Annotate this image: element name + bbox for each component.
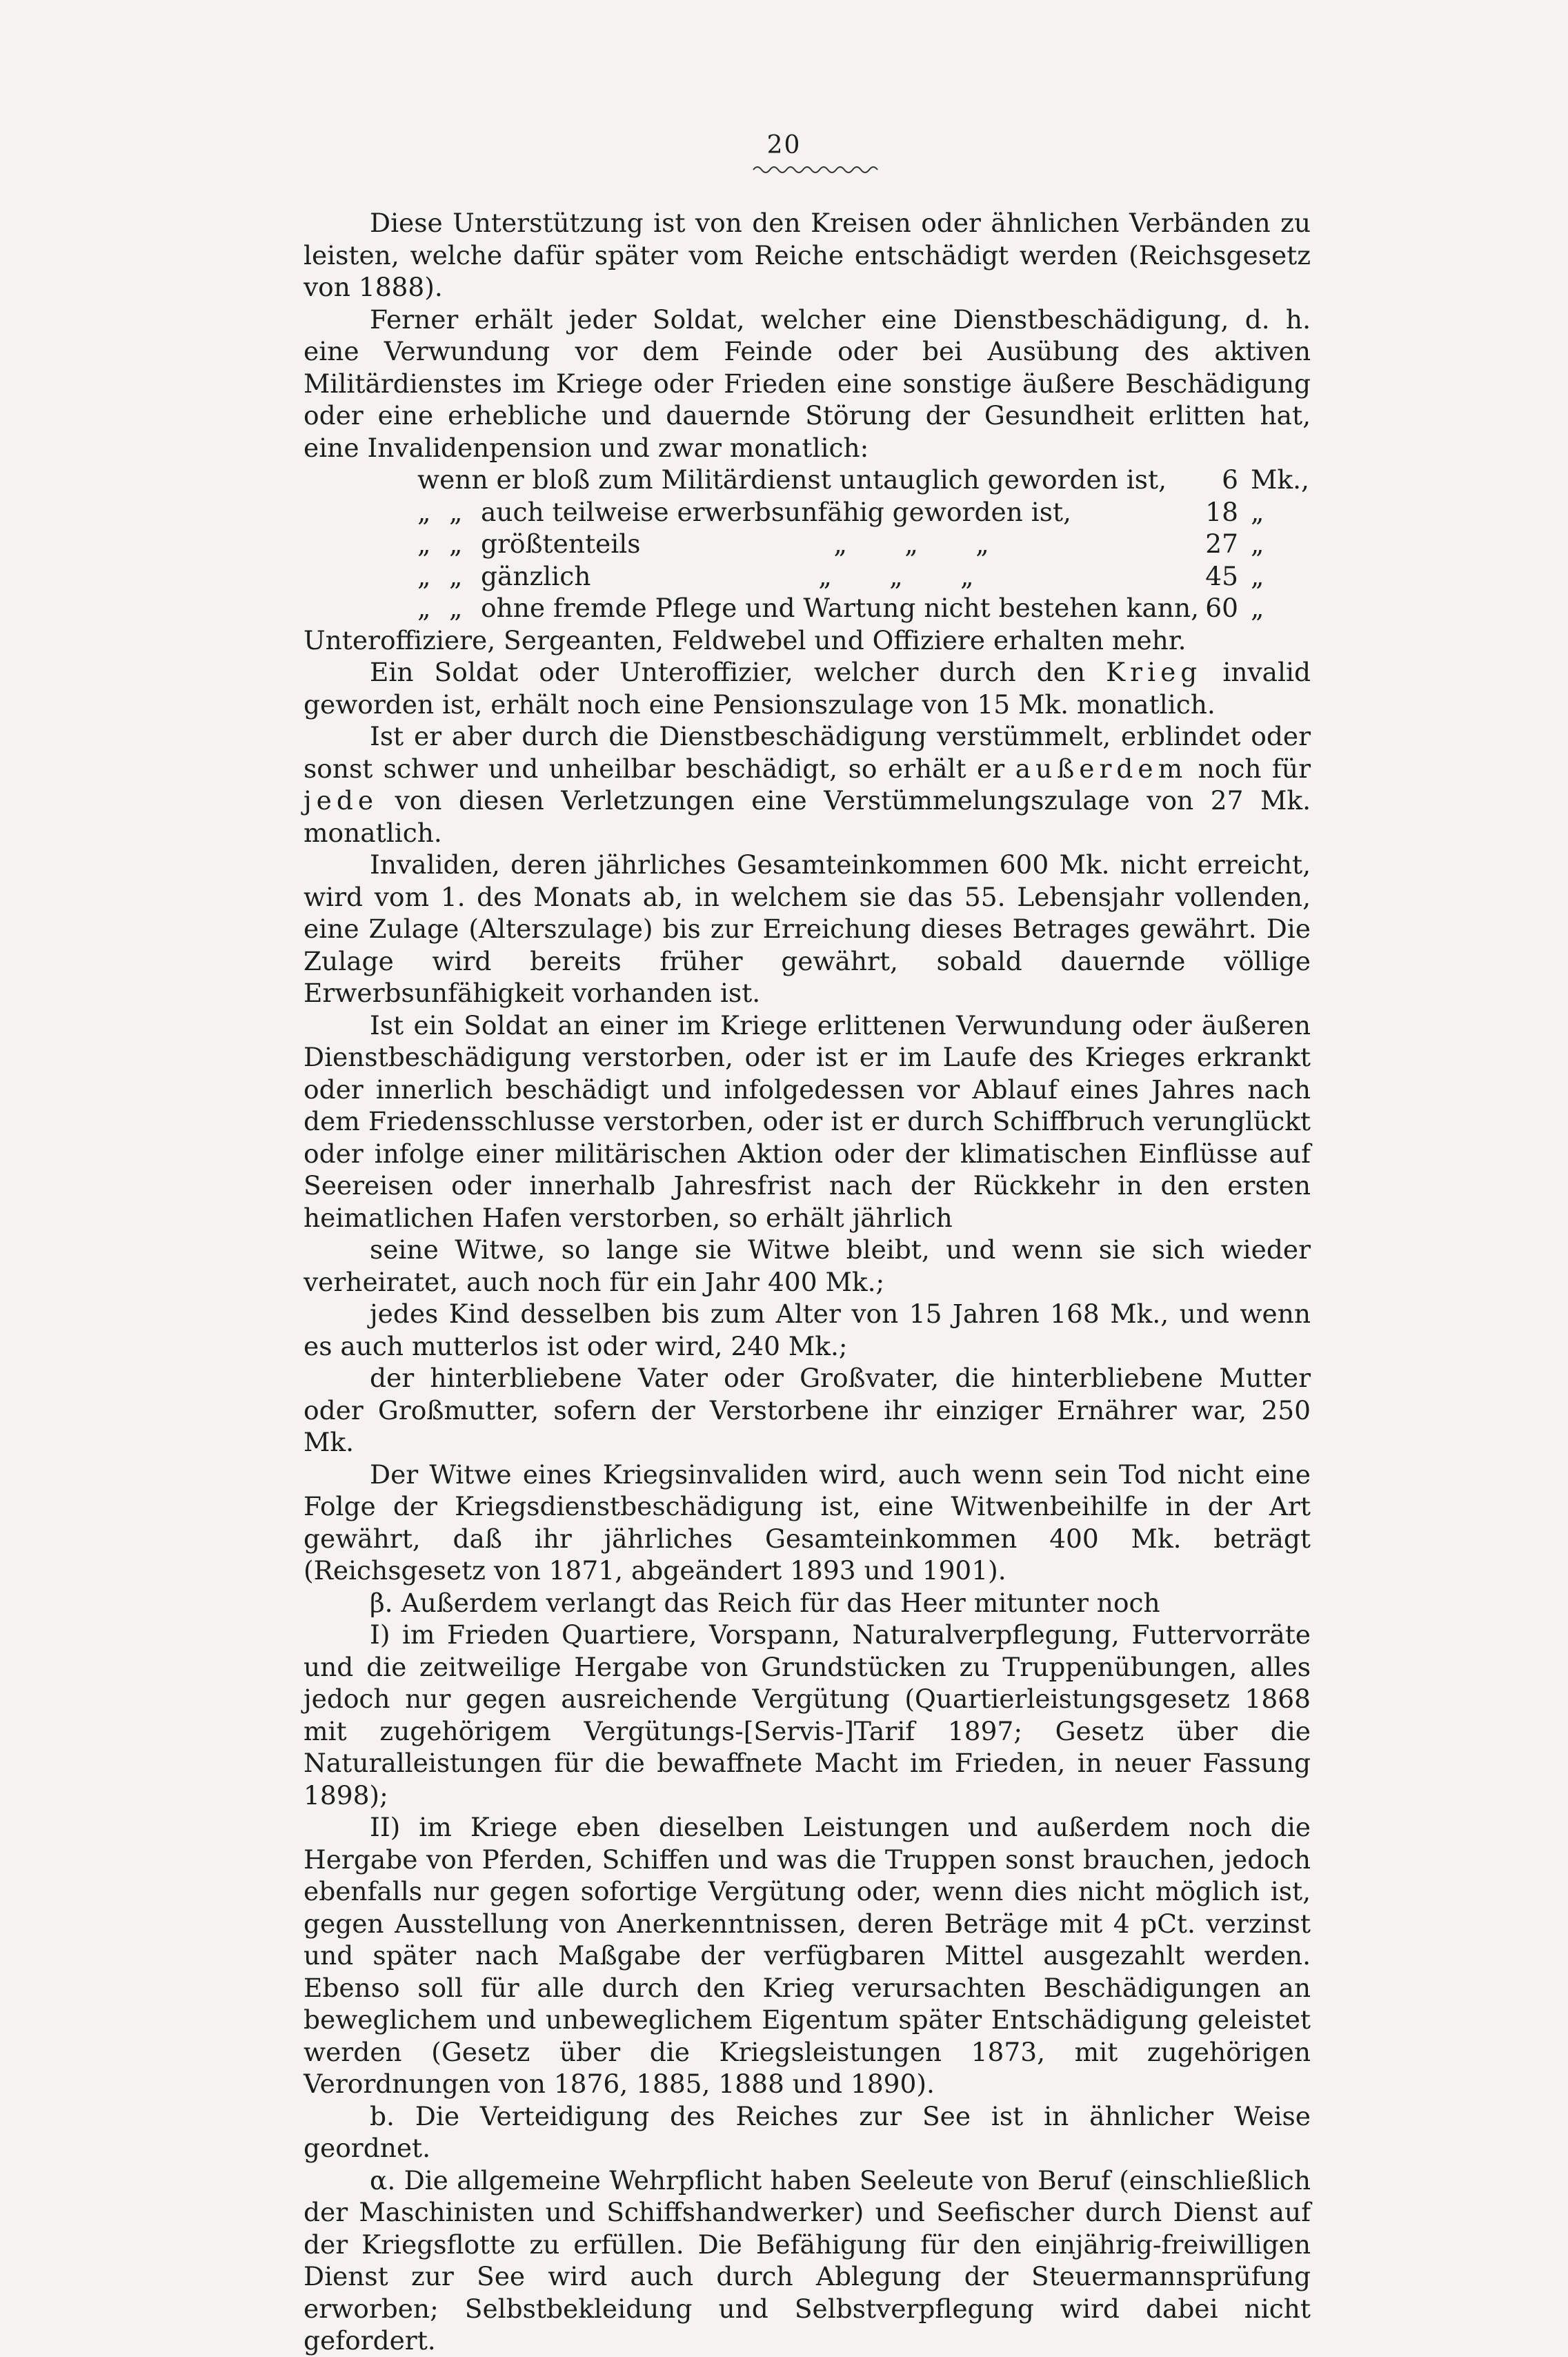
ditto-mark: „ — [417, 529, 431, 559]
table-row — [417, 464, 1311, 496]
emphasis-jede: jede — [304, 785, 379, 816]
table-row — [417, 560, 1311, 593]
ditto-mark: „ — [417, 560, 431, 591]
ditto-marks: „ „ „ — [833, 529, 989, 559]
paragraph-war-invalid: Ein Soldat oder Unteroffizier, welcher durch den Krieg invalid geworden ist, erhält noch eine Pensionszulage von 15 Mk. monatlich. — [304, 657, 1311, 720]
ditto-mark: „ — [449, 529, 463, 559]
ditto-mark: „ — [417, 496, 431, 527]
table-row — [417, 496, 1311, 529]
ditto-mark: „ — [449, 496, 463, 527]
wavy-rule-ornament — [752, 163, 883, 174]
rate-amount: 6 — [1222, 464, 1238, 495]
paragraph-peace-obligations: I) im Frieden Quartiere, Vorspann, Naturalverpflegung, Futtervorräte und die zeitweilige Hergabe von Grundstücken zu Truppenübungen, alles jedoch nur gegen ausreichende Vergütung (Quartierleistungsgesetz 1868 mit zugehörigem Vergütungs-[Servis-]Tarif 1897; Gesetz über die Naturalleistungen für die bewaffnete Macht im Frieden, in neuer Fassung 1898); — [304, 1619, 1311, 1811]
rate-description: wenn er bloß zum Militärdienst untauglich geworden ist, — [417, 464, 1167, 495]
rate-unit: „ — [1250, 560, 1264, 591]
rate-unit: Mk., — [1250, 464, 1309, 495]
rate-amount: 60 — [1205, 593, 1238, 623]
ditto-marks: „ „ „ — [818, 560, 974, 591]
paragraph-widow-allowance: Der Witwe eines Kriegsinvaliden wird, auch wenn sein Tod nicht eine Folge der Kriegsdienstbeschädigung ist, eine Witwenbeihilfe in der Art gewährt, daß ihr jährliches Gesamteinkommen 400 Mk. beträgt (Reichsgesetz von 1871, abgeändert 1893 und 1901). — [304, 1459, 1311, 1586]
page-body — [304, 207, 1311, 2357]
paragraph-invalid-pension: Ferner erhält jeder Soldat, welcher eine Dienstbeschädigung, d. h. eine Verwundung vor dem Feinde oder bei Ausübung des aktiven Militärdienstes im Kriege oder Frieden eine sonstige äußere Beschädigung oder eine erhebliche und dauernde Störung der Gesundheit erlitten hat, eine Invalidenpension und zwar monatlich: — [304, 304, 1311, 463]
rate-amount: 18 — [1205, 496, 1238, 527]
paragraph-age-supplement: Invaliden, deren jährliches Gesamteinkommen 600 Mk. nicht erreicht, wird vom 1. des Monats ab, in welchem sie das 55. Lebensjahr vollenden, eine Zulage (Alterszulage) bis zur Erreichung dieses Betrages gewährt. Die Zulage wird bereits früher gewährt, sobald dauernde völlige Erwerbsunfähigkeit vorhanden ist. — [304, 849, 1311, 1008]
rate-amount: 45 — [1205, 560, 1238, 591]
paragraph-support: Diese Unterstützung ist von den Kreisen oder ähnlichen Verbänden zu leisten, welche dafür später vom Reiche entschädigt werden (Reichsgesetz von 1888). — [304, 208, 1311, 302]
rate-unit: „ — [1250, 593, 1264, 623]
emphasis-ausserdem: außerdem — [1015, 753, 1188, 784]
rate-unit: „ — [1250, 496, 1264, 527]
ditto-mark: „ — [417, 593, 431, 623]
emphasis-krieg: Krieg — [1106, 657, 1202, 687]
paragraph-beta: β. Außerdem verlangt das Reich für das Heer mitunter noch — [370, 1587, 1160, 1618]
rate-description: auch teilweise erwerbsunfähig geworden ist, — [481, 496, 1071, 527]
table-row — [417, 528, 1311, 560]
paragraph-mutilation: Ist er aber durch die Dienstbeschädigung verstümmelt, erblindet oder sonst schwer und unheilbar beschädigt, so erhält er außerdem noch für jede von diesen Verletzungen eine Verstümmelungszulage von 27 Mk. monatlich. — [304, 721, 1311, 848]
pension-rate-table — [417, 464, 1311, 624]
table-row — [417, 592, 1311, 624]
ditto-mark: „ — [449, 593, 463, 623]
paragraph-child: jedes Kind desselben bis zum Alter von 15 Jahren 168 Mk., und wenn es auch mutterlos ist oder wird, 240 Mk.; — [304, 1299, 1311, 1361]
page-number: 20 — [766, 131, 802, 159]
paragraph-naval-defense: b. Die Verteidigung des Reiches zur See ist in ähnlicher Weise geordnet. — [304, 2100, 1311, 2163]
paragraph-war-obligations: II) im Kriege eben dieselben Leistungen und außerdem noch die Hergabe von Pferden, Schiffen und was die Truppen sonst brauchen, jedoch ebenfalls nur gegen sofortige Vergütung oder, wenn dies nicht möglich ist, gegen Ausstellung von Anerkenntnissen, deren Beträge mit 4 pCt. verzinst und später nach Maßgabe der verfügbaren Mittel ausgezahlt werden. Ebenso soll für alle durch den Krieg verursachten Beschädigungen an beweglichem und unbeweglichem Eigentum später Entschädigung geleistet werden (Gesetz über die Kriegsleistungen 1873, mit zugehörigen Verordnungen von 1876, 1885, 1888 und 1890). — [304, 1812, 1311, 2099]
paragraph-parents: der hinterbliebene Vater oder Großvater, die hinterbliebene Mutter oder Großmutter, sofern der Verstorbene ihr einziger Ernährer war, 250 Mk. — [304, 1363, 1311, 1457]
paragraph-survivors: Ist ein Soldat an einer im Kriege erlittenen Verwundung oder äußeren Dienstbeschädigung verstorben, oder ist er im Laufe des Krieges erkrankt oder innerlich beschädigt und infolgedessen vor Ablauf eines Jahres nach dem Friedensschlusse verstorben, oder ist er durch Schiffbruch verunglückt oder infolge einer militärischen Aktion oder der klimatischen Einflüsse auf Seereisen oder innerhalb Jahresfrist nach der Rückkehr in den ersten heimatlichen Hafen verstorben, so erhält jährlich — [304, 1009, 1311, 1233]
paragraph-officers: Unteroffiziere, Sergeanten, Feldwebel und Offiziere erhalten mehr. — [304, 624, 1187, 655]
rate-description: gänzlich — [481, 560, 591, 591]
paragraph-widow: seine Witwe, so lange sie Witwe bleibt, und wenn sie sich wieder verheiratet, auch noch für ein Jahr 400 Mk.; — [304, 1234, 1311, 1297]
rate-amount: 27 — [1205, 529, 1238, 559]
rate-description: ohne fremde Pflege und Wartung nicht bestehen kann, — [481, 593, 1200, 623]
paragraph-alpha: α. Die allgemeine Wehrpflicht haben Seeleute von Beruf (einschließlich der Maschinisten und Schiffshandwerker) und Seefischer durch Dienst auf der Kriegsflotte zu erfüllen. Die Befähigung für den einjährig-freiwilligen Dienst zur See wird auch durch Ablegung der Steuermannsprüfung erworben; Selbstbekleidung und Selbstverpflegung wird dabei nicht gefordert. — [304, 2164, 1311, 2356]
ditto-mark: „ — [449, 560, 463, 591]
rate-description: größtenteils — [481, 529, 641, 559]
rate-unit: „ — [1250, 529, 1264, 559]
